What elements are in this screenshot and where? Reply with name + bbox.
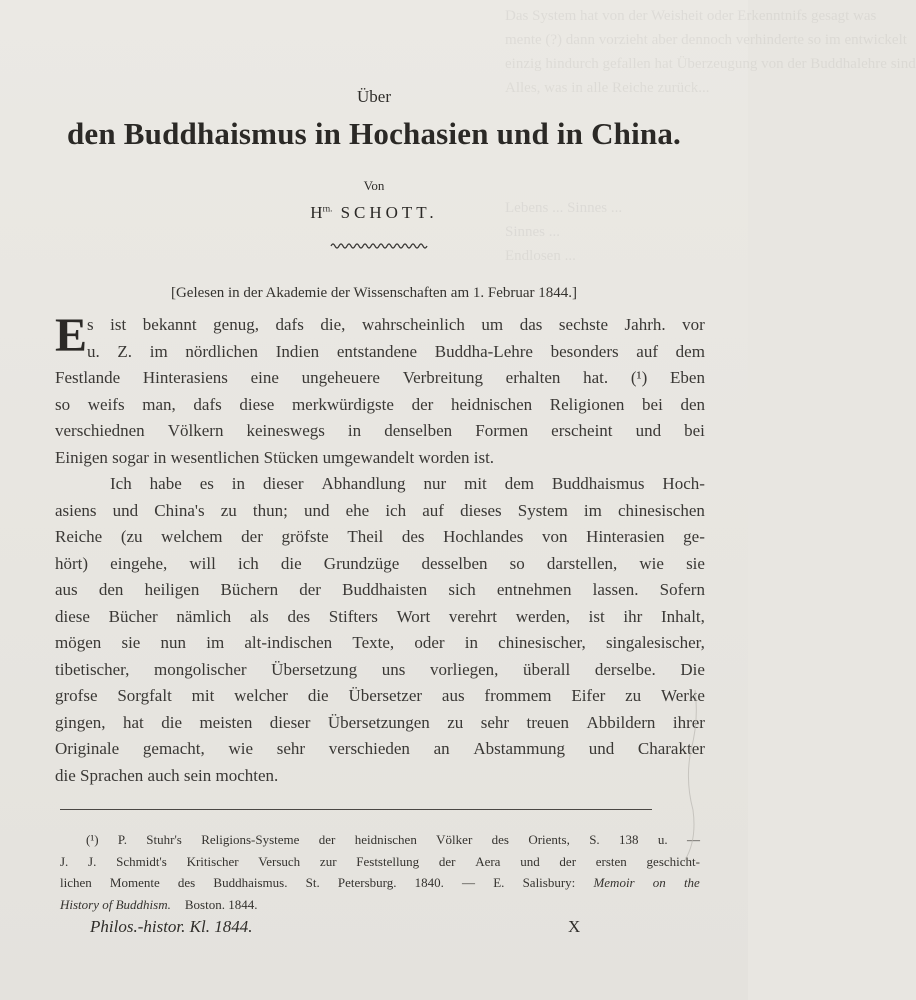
word: den — [680, 394, 705, 414]
word: von — [542, 527, 568, 546]
word: Übersetzung — [271, 659, 358, 679]
word: desselben — [421, 553, 488, 573]
word: sechste — [558, 315, 608, 334]
footnote-word: heidnischen — [354, 832, 417, 847]
body-line — [55, 312, 705, 339]
word: um — [481, 315, 504, 334]
word: will — [189, 553, 216, 573]
word: dem — [504, 474, 534, 493]
body-line — [55, 498, 705, 525]
footnote-word: zur — [319, 853, 337, 869]
word: Hoch- — [662, 474, 705, 493]
word: merkwürdigste — [291, 394, 394, 414]
word: wie — [639, 553, 664, 573]
word: Theil — [347, 527, 384, 546]
word: Grundzüge — [323, 553, 400, 573]
footnote-line — [60, 829, 700, 851]
word: keineswegs — [246, 421, 325, 440]
author-honorific: $H^{rn.}$ — [310, 203, 333, 222]
word: singalesischer, — [605, 633, 705, 652]
body-text — [55, 309, 705, 789]
footnote-word: geschicht- — [646, 853, 700, 869]
word: Einigen sogar in wesentlichen Stücken umgewandelt worden ist. — [55, 447, 495, 467]
word: nun — [160, 633, 187, 652]
word: u. — [87, 341, 100, 361]
body-line — [55, 524, 705, 551]
word: die, — [320, 315, 346, 334]
word: Originale — [55, 739, 120, 758]
word: im — [583, 500, 602, 520]
word: und — [303, 500, 330, 520]
reading-note: [Gelesen in der Akademie der Wissenschaften am 1. Februar 1844.] — [170, 285, 578, 301]
footnote-word: Aera — [475, 853, 501, 869]
word: uns — [381, 659, 406, 679]
word: nur — [423, 474, 447, 493]
body-line — [55, 471, 705, 498]
word: entstandene — [336, 341, 418, 361]
word: vorliegen, — [429, 659, 499, 679]
word: Inhalt, — [660, 606, 705, 626]
body-line — [55, 657, 705, 684]
word: dem — [675, 341, 705, 361]
word: es — [199, 474, 214, 493]
word: aus — [55, 580, 78, 599]
word: ungeheuere — [301, 368, 380, 387]
word: sich — [448, 580, 476, 599]
word: eine — [250, 368, 279, 387]
word: welcher — [234, 686, 288, 705]
footnote-word: und — [520, 853, 540, 869]
footnote-word: 138 — [619, 832, 639, 847]
word: hat. — [583, 368, 609, 387]
footnote-word: Versuch — [258, 853, 301, 869]
word: ihrer — [672, 712, 705, 732]
word: eingehe, — [110, 553, 168, 573]
word: Abstammung — [473, 739, 565, 758]
word: so — [55, 394, 71, 414]
bleed-line: mente (?) dann vorzieht aber dennoch verhinderte so im entwickelt — [505, 32, 907, 48]
word: ehe — [345, 500, 370, 520]
word: die — [280, 553, 302, 573]
footnote-word: (¹) — [86, 832, 99, 847]
word: Die — [680, 659, 705, 679]
word: hat — [122, 712, 144, 732]
footnote-word: Buddhaismus. — [213, 875, 288, 890]
word: zu — [220, 500, 237, 520]
footnote-word: E. — [493, 875, 505, 890]
footnote-word: der — [559, 853, 577, 869]
word: sehr — [276, 739, 306, 758]
word: Jahrh. — [624, 315, 666, 334]
word: der — [411, 394, 434, 414]
body-line — [55, 577, 705, 604]
footnote — [60, 829, 700, 915]
word: Festlande — [55, 368, 121, 387]
word: diese — [55, 606, 90, 626]
word: hört) — [55, 553, 89, 573]
footnote-word: S. — [589, 832, 600, 847]
word: den — [98, 580, 124, 599]
word: genug, — [213, 315, 259, 334]
footnote-word: — — [462, 875, 476, 890]
footnote-word: the — [683, 875, 700, 890]
word: Buddha-Lehre — [434, 341, 533, 361]
sheet-signature: X — [568, 917, 581, 936]
word: Z. — [117, 341, 133, 361]
word: Charakter — [637, 739, 705, 758]
word: mögen — [55, 633, 102, 652]
body-line — [55, 445, 705, 472]
word: dieses — [460, 500, 502, 520]
word: aus — [441, 686, 465, 705]
word: dieser — [269, 712, 311, 732]
body-line — [55, 710, 705, 737]
bleed-line: Lebens ... Sinnes ... — [505, 200, 623, 216]
word: besonders — [550, 341, 619, 361]
footnote-word: Momente — [109, 875, 160, 890]
word: China's — [154, 500, 205, 520]
word: ist — [110, 315, 127, 334]
word: nämlich — [176, 606, 232, 626]
word: in — [347, 421, 362, 440]
word: alt-indischen — [244, 633, 333, 652]
word: ich — [385, 500, 407, 520]
bleed-line: Sinnes ... — [505, 224, 561, 240]
footnote-word: on — [652, 875, 666, 890]
ornament-divider — [331, 242, 429, 250]
word: überall — [523, 659, 571, 679]
word: Abhandlung — [321, 474, 406, 493]
word: meisten — [199, 712, 253, 732]
footnote-word: J. — [60, 853, 69, 869]
body-line — [55, 683, 705, 710]
word: gröfste — [281, 527, 329, 546]
word: so — [509, 553, 525, 573]
word: treuen — [526, 712, 570, 732]
word: und — [588, 739, 615, 758]
word: gemacht, — [142, 739, 205, 758]
word: Büchern — [220, 580, 279, 599]
footnote-line — [60, 872, 700, 894]
drop-cap: E — [55, 309, 88, 362]
word: mit — [191, 686, 215, 705]
word: Eben — [670, 368, 705, 387]
word: ihr — [623, 606, 643, 626]
word: chinesischen — [618, 500, 705, 520]
word: erscheint — [551, 421, 613, 440]
body-line — [55, 604, 705, 631]
author-line — [0, 203, 748, 223]
word: in — [231, 474, 246, 493]
word: Übersetzer — [348, 686, 423, 705]
word: Völkern — [167, 421, 224, 440]
word: des — [401, 527, 425, 546]
word: verschieden — [328, 739, 410, 758]
word: welchem — [161, 527, 223, 546]
footnote-word: Kritischer — [186, 853, 239, 869]
word: auf — [636, 341, 658, 361]
word: weifs — [87, 394, 125, 414]
footnote-word: P. — [117, 832, 127, 847]
footnote-word: der — [438, 853, 456, 869]
word: als — [249, 606, 269, 626]
footnote-word: des — [177, 875, 196, 890]
word: des — [287, 606, 311, 626]
word: verschiednen — [55, 421, 145, 440]
body-line — [55, 763, 705, 790]
word: und — [112, 500, 139, 520]
word: das — [519, 315, 543, 334]
body-line — [55, 551, 705, 578]
word: bei — [684, 421, 705, 440]
word: der — [241, 527, 263, 546]
pretitle: Über — [357, 87, 391, 106]
word: bei — [642, 394, 663, 414]
word: darstellen, — [546, 553, 618, 573]
footnote-line — [60, 894, 700, 916]
footnote-word: Religions-Systeme — [201, 832, 300, 847]
body-line — [55, 418, 705, 445]
word: Buddhaismus — [551, 474, 645, 493]
word: Abbildern — [586, 712, 656, 732]
word: Reiche — [55, 527, 103, 546]
word: Indien — [275, 341, 320, 361]
footnote-word: lichen — [60, 875, 92, 890]
word: Stifters — [328, 606, 378, 626]
word: denselben — [384, 421, 453, 440]
word: Verbreitung — [402, 368, 483, 387]
author-name: SCHOTT. — [340, 203, 438, 222]
footnote-word: Stuhr's — [146, 832, 182, 847]
footnote-word: der — [318, 832, 336, 847]
word: dafs — [193, 394, 222, 414]
word: wie — [228, 739, 253, 758]
footnote-word: — — [686, 832, 700, 847]
word: mongolischer — [154, 659, 247, 679]
word: Bücher — [108, 606, 158, 626]
bleed-line: Endlosen ... — [505, 248, 576, 264]
word: Formen — [475, 421, 529, 440]
word: Hinterasien — [586, 527, 665, 546]
footnote-word: des — [491, 832, 509, 847]
word: heidnischen — [450, 394, 533, 414]
footnote-word: Petersburg. — [337, 875, 397, 890]
word: Übersetzungen — [327, 712, 430, 732]
word: an — [433, 739, 450, 758]
footnote-word: Salisbury: — [522, 875, 576, 890]
footnote-rule — [60, 809, 652, 810]
footnote-word: Memoir — [593, 875, 635, 890]
word: System — [517, 500, 568, 520]
word: dieser — [262, 474, 304, 493]
word: Sorgfalt — [117, 686, 172, 705]
word: thun; — [252, 500, 288, 520]
word: werden, — [515, 606, 570, 626]
word: vor — [682, 315, 705, 334]
word: frommem — [484, 686, 552, 705]
word: oder — [414, 633, 445, 652]
footnote-word: Schmidt's — [116, 853, 167, 869]
bleed-line: einzig hindurch gefallen hat Überzeugung von der Buddhalehre sind — [505, 56, 916, 72]
footnote-word: J. — [88, 853, 97, 869]
word: ich — [237, 553, 259, 573]
body-line — [55, 365, 705, 392]
word: im — [149, 341, 168, 361]
footnote-word: Feststellung — [356, 853, 420, 869]
body-line — [55, 630, 705, 657]
word: Sofern — [659, 580, 705, 599]
word: man, — [142, 394, 176, 414]
footnote-word: St. — [305, 875, 320, 890]
word: Wort — [396, 606, 431, 626]
footnote-word: Völker — [436, 832, 473, 847]
footnote-imprint: Boston. 1844. — [184, 896, 258, 912]
word: diese — [239, 394, 275, 414]
footnote-line — [60, 851, 700, 873]
bleed-line: Das System hat von der Weisheit oder Erkenntnifs gesagt was — [505, 8, 877, 24]
word: wahrscheinlich — [361, 315, 465, 334]
word: tibetischer, — [55, 659, 130, 679]
word: entnehmen — [496, 580, 572, 599]
word: chinesischer, — [498, 633, 586, 652]
word: die Sprachen auch sein mochten. — [55, 765, 279, 785]
word: die — [307, 686, 329, 705]
word: Ich — [110, 474, 132, 493]
word: verehrt — [448, 606, 497, 626]
word: zu — [447, 712, 464, 732]
word: sehr — [480, 712, 510, 732]
word: in — [464, 633, 478, 652]
word: Hinterasiens — [142, 368, 228, 387]
word: Eifer — [571, 686, 606, 705]
word: sie — [686, 553, 705, 573]
body-line — [55, 339, 705, 366]
word: gingen, — [55, 712, 106, 732]
bleed-line: Alles, was in alle Reiche zurück... — [505, 80, 710, 96]
word: der — [299, 580, 321, 599]
word: Hochlandes — [443, 527, 524, 546]
word: lassen. — [592, 580, 639, 599]
byline-von: Von — [363, 178, 385, 193]
body-line — [55, 392, 705, 419]
word: heiligen — [144, 580, 200, 599]
word: ist — [588, 606, 605, 626]
word: erhalten — [505, 368, 561, 387]
word: asiens — [55, 500, 97, 520]
word: im — [206, 633, 225, 652]
word: habe — [149, 474, 182, 493]
word: Buddhaisten — [342, 580, 428, 599]
word: s — [87, 315, 94, 334]
word: (zu — [120, 527, 143, 546]
word: Werke — [661, 686, 705, 705]
footnote-word: ersten — [595, 853, 627, 869]
word: und — [635, 421, 662, 440]
word: nördlichen — [185, 341, 259, 361]
footnote-word: Orients, — [528, 832, 570, 847]
word: derselbe. — [594, 659, 656, 679]
article-title: den Buddhaismus in Hochasien und in China. — [66, 116, 682, 151]
word: ge- — [683, 527, 705, 546]
word: mit — [464, 474, 487, 493]
footnote-word: u. — [657, 832, 668, 847]
word: grofse — [55, 686, 98, 705]
footnote-word: 1840. — [414, 875, 444, 890]
journal-signature: Philos.-histor. Kl. 1844. — [90, 917, 253, 936]
word: bekannt — [142, 315, 197, 334]
word: die — [161, 712, 182, 732]
word: sie — [121, 633, 141, 652]
footnote-book-title: History of Buddhism. — [60, 896, 171, 912]
body-line — [55, 736, 705, 763]
word: dafs — [275, 315, 304, 334]
word: auf — [422, 500, 444, 520]
word: Texte, — [352, 633, 395, 652]
word: Religionen — [549, 394, 625, 414]
word: zu — [625, 686, 642, 705]
word: (¹) — [630, 368, 648, 387]
